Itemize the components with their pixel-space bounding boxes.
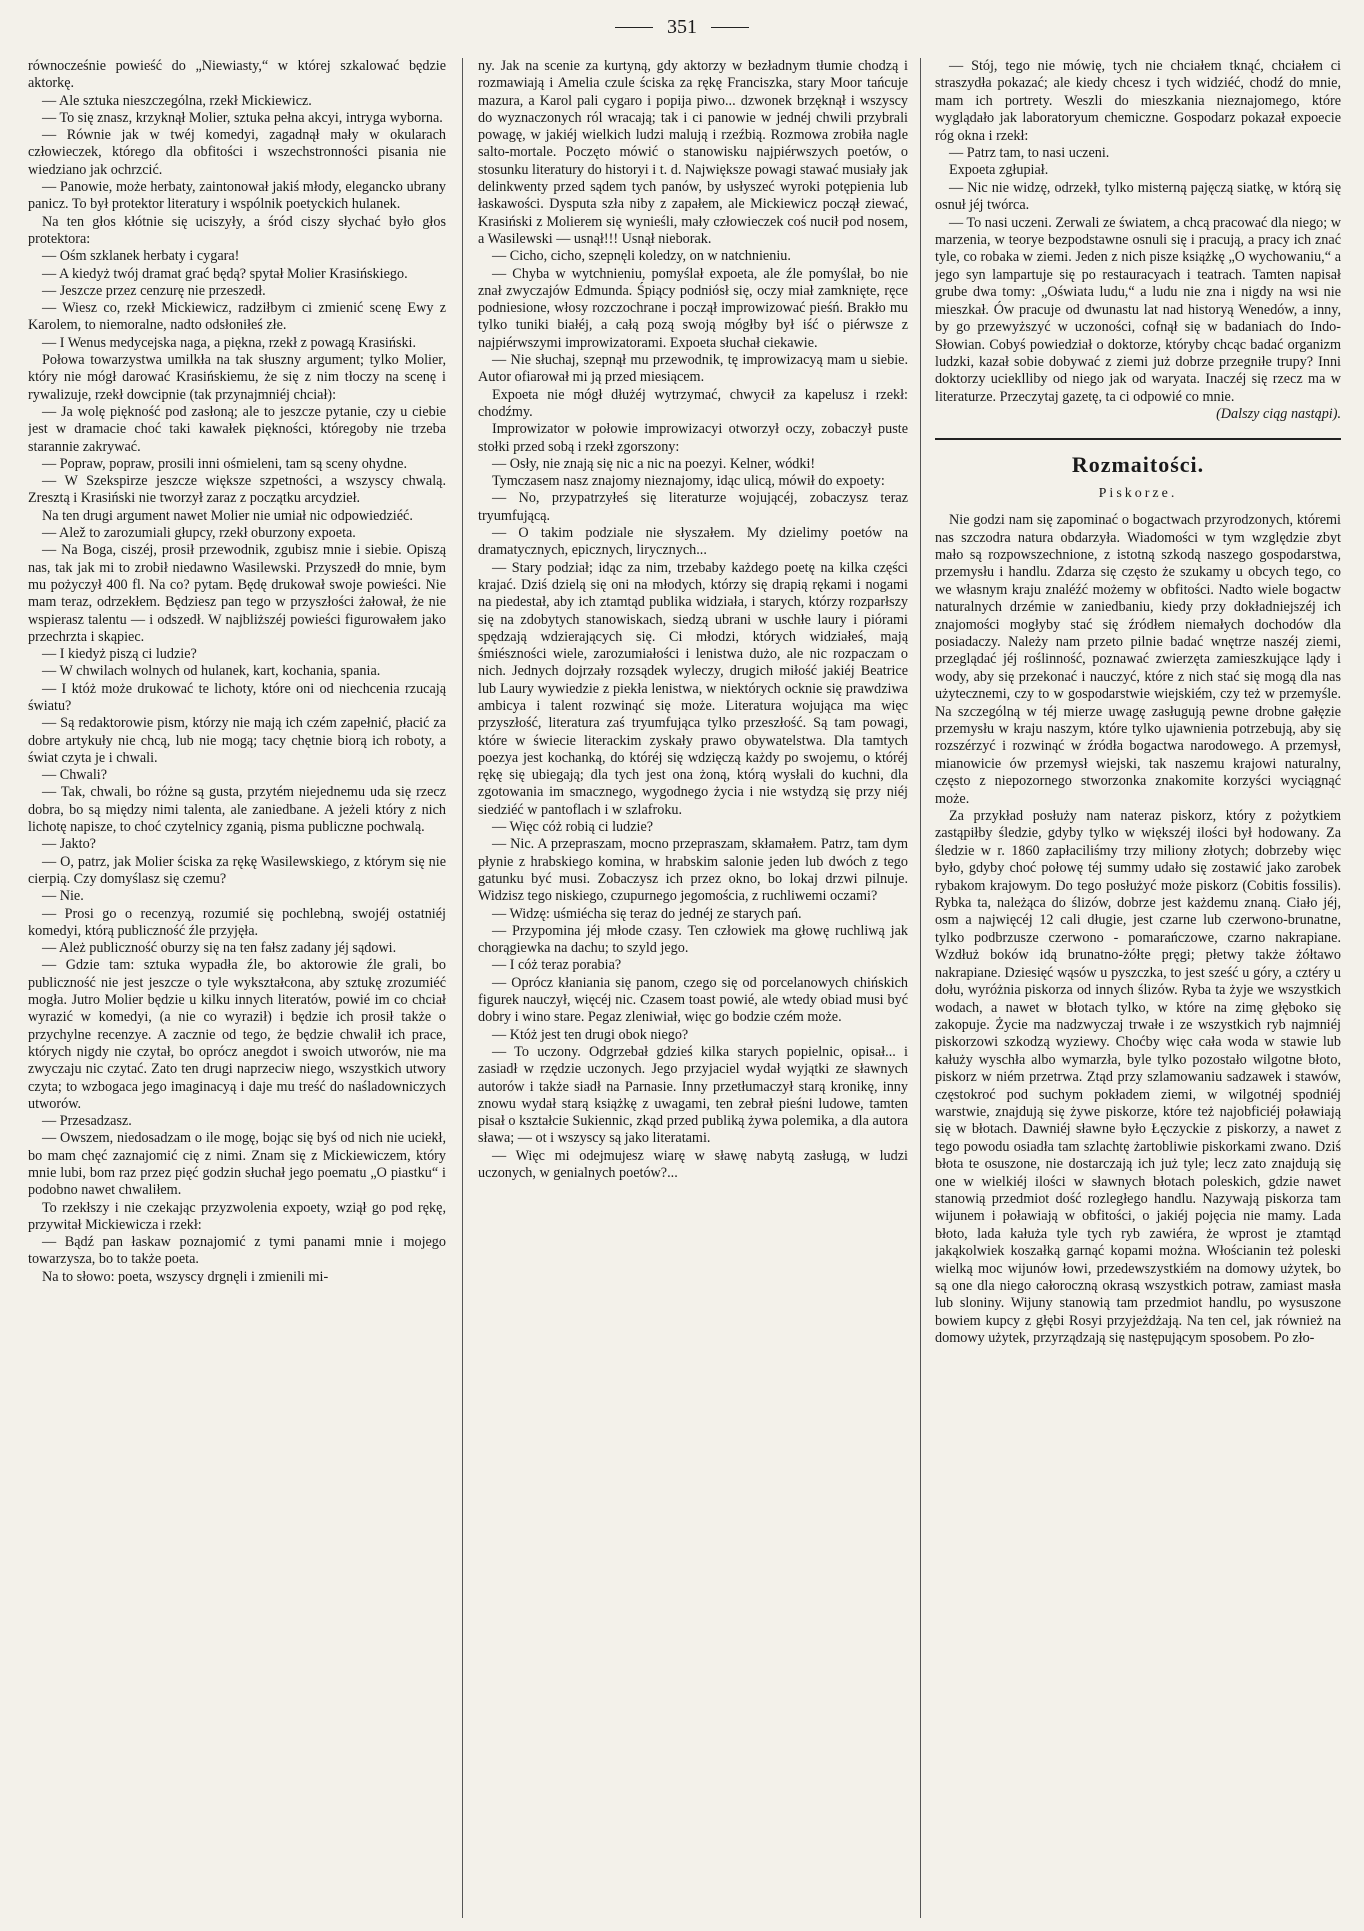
article-subtitle: Piskorze. [1098, 485, 1178, 501]
paragraph: — Cicho, cicho, szepnęli koledzy, on w natchnieniu. [492, 248, 791, 265]
paragraph: — Ależ publiczność oburzy się na ten fałsz zadany jéj sądowi. [42, 940, 397, 957]
paragraph: — Chwali? [42, 767, 108, 784]
paragraph: — Nic. A przepraszam, mocno przepraszam, skłamałem. Patrz, tam dym płynie z hrabskiego komina, w hrabskim salonie jeden lub dwóch z tego gatunku być musi. Zobaczysz ich przez okno, bo lokaj drzwi pilnuje. Widzisz tego niskiego, czupurnego jegomościa, z ruchliwemi oczami? [478, 836, 908, 905]
paragraph: — Więc cóż robią ci ludzie? [492, 819, 654, 836]
paragraph: — Nie słuchaj, szepnął mu przewodnik, tę improwizacyą mam u siebie. Autor ofiarował mi ją przed miesiącem. [478, 352, 908, 386]
paragraph: — Są redaktorowie pism, którzy nie mają ich czém zapełnić, płacić za dobre artykuły nie chcą, lub nie mogą; tacy chętnie biorą ich roboty, a świat czyta je i chwali. [28, 715, 446, 766]
column-3-article [935, 512, 1341, 1348]
column-divider-1 [462, 58, 463, 1918]
paragraph: To rzekłszy i nie czekając przyzwolenia expoety, wziął go pod rękę, przywitał Mickiewicza i rzekł: [28, 1199, 446, 1233]
paragraph: — W chwilach wolnych od hulanek, kart, kochania, spania. [42, 663, 381, 680]
column-3 [935, 58, 1341, 1918]
paragraph: Na to słowo: poeta, wszyscy drgnęli i zmienili mi- [42, 1268, 329, 1285]
paragraph: — Więc mi odejmujesz wiarę w sławę nabytą zasługą, w ludzi uczonych, w genialnych poetów?... [478, 1147, 908, 1181]
paragraph: — I kiedyż piszą ci ludzie? [42, 646, 197, 663]
paragraph: — Przypomina jéj młode czasy. Ten człowiek ma głowę ruchliwą jak chorągiewka na dachu; to szyld jego. [478, 922, 908, 957]
paragraph: Improwizator w połowie improwizacyi otworzył oczy, zobaczył puste stołki przed sobą i rzekł zgorszony: [478, 421, 908, 455]
paragraph: — Widzę: uśmiécha się teraz do jednéj ze starych pań. [492, 905, 802, 922]
paragraph: — To się znasz, krzyknął Molier, sztuka pełna akcyi, intryga wyborna. [42, 109, 443, 126]
paragraph: — O, patrz, jak Molier ściska za rękę Wasilewskiego, z którym się nie cierpią. Czy domyślasz się czemu? [28, 853, 446, 887]
paragraph: — Jakto? [42, 836, 96, 853]
paragraph: — Patrz tam, to nasi uczeni. [949, 145, 1110, 162]
continuation-note: (Dalszy ciąg nastąpi). [1216, 406, 1341, 423]
section-title: Rozmaitości. [1071, 451, 1205, 477]
paragraph: — Nic nie widzę, odrzekł, tylko misterną pajęczą siatkę, w którą się osnuł jéj twórca. [935, 179, 1341, 214]
paragraph: — Tak, chwali, bo różne są gusta, przytém niejednemu uda się rzecz dobra, bo są między nimi talenta, ale zaniedbane. A jeżeli który z nich lichotę napisze, to choć czytelnicy zganią, pisma publiczne pochwalą. [28, 784, 446, 836]
paragraph: Tymczasem nasz znajomy nieznajomy, idąc ulicą, mówił do expoety: [492, 473, 885, 490]
paragraph: — Na Boga, ciszéj, prosił przewodnik, zgubisz mnie i siebie. Opiszą nas, tak jak mi to zrobił niedawno Wasilewski. Przyszedł do mnie, bym mu pożyczył 400 fl. Na co? pytam. Będę drukował swoje powieści. Nie mam teraz, odrzekłem. Będziesz pan tego w przyszłości żałował, że nie wspierasz talentu — i odszedł. W najbliższéj powieści figurowałem jako przechrzta i skąpiec. [28, 542, 446, 645]
paragraph: — Jeszcze przez cenzurę nie przeszedł. [42, 282, 266, 299]
paragraph: — I któż może drukować te lichoty, które oni od niechcenia rzucają światu? [28, 680, 446, 714]
paragraph: — Równie jak w twéj komedyi, zagadnął mały w okularach człowieczek, którego dla obfitości i wszechstronności pisania nie wiedziano jak ochrzcić. [28, 127, 446, 178]
paragraph: Expoeta nie mógł dłużéj wytrzymać, chwycił za kapelusz i rzekł: chodźmy. [478, 386, 908, 420]
page-number: 351 [667, 15, 697, 38]
paragraph: — Któż jest ten drugi obok niego? [492, 1026, 689, 1043]
page-header [0, 14, 1364, 40]
paragraph: — Gdzie tam: sztuka wypadła źle, bo aktorowie źle grali, bo publiczność nie jest jeszcze o tyle wykształcona, aby sztukę zrozumiéć mogła. Jutro Molier będzie u kilku innych literatów, powié im co chciał wyrazić w komedyi, (a nie co wyraził) i będzie ich prosił także o przychylne recenzye. A zacznie od tego, że będzie chwalił ich prace, których nigdy nie czytał, bo oprócz anegdot i swoich utworów, nie ma zwyczaju nic czytać. Zato ten drugi naprzeciw niego, wszystkich utwory czyta; to wzbogaca jego imaginacyą i daje mu treść do naśladowniczych utworów. [28, 957, 446, 1112]
column-2 [478, 58, 908, 1918]
paragraph: — Oprócz kłaniania się panom, czego się od porcelanowych chińskich figurek nauczył, więcéj nic. Czasem toast powié, ale wtedy obiad musi być dobry i wino stare. Pegaz zleniwiał, więc go bodzie czém może. [478, 974, 908, 1026]
paragraph: — Alež to zarozumiali głupcy, rzekł oburzony expoeta. [42, 525, 356, 542]
paragraph: — Ja wolę piękność pod zasłoną; ale to jeszcze pytanie, czy u ciebie jest w dramacie choć taki kawałek piękności, któregoby nie trzeba starannie zakrywać. [28, 403, 446, 455]
paragraph: — No, przypatrzyłeś się literaturze wojującéj, zobaczysz teraz tryumfującą. [478, 490, 908, 524]
paragraph: — To nasi uczeni. Zerwali ze światem, a chcą pracować dla niego; w marzenia, w teorye bezpodstawne osnuli się i pracują, a pracy ich znać tyle, co robaka w ziemi. Jeden z nich pisze książkę „O wychowaniu,“ a jego syn lampartuje się po restauracyach i teatrach. Tamten napisał grube dwa tomy: „Oświata ludu,“ a ludu nie zna i nigdy na wsi nie mieszkał. Ów pracuje od dwunastu lat nad historyą Wenedów, a inny, by go przewyższyć w uczoności, cofnął się w badaniach do Indo-Słowian. Cobyś powiedział o doktorze, któryby chcąc badać organizm ludzki, kazał sobie dobywać z ziemi już dobrze przegniłe trupy? Inni doktorzy ucieklliby od niego jak od waryata. Inaczéj się rzecz ma w literaturze. Przeczytaj gazetę, ta ci odpowié co mnie. [935, 214, 1341, 405]
paragraph: Na ten drugi argument nawet Molier nie umiał nic odpowiedziéć. [42, 507, 413, 524]
paragraph: — Stary podział; idąc za nim, trzebaby każdego poetę na kilka części krajać. Dziś dzielą się oni na młodych, którzy się drapią rękami i nogami na piedestał, aby ich ztamtąd publika widziała, i starych, którzy rozparłszy się na zdobytych stanowiskach, siedzą ubrani w uschłe laury i piórami spędzają wdzierających się. Ci młodzi, których widziałeś, mają śmiészności wiele, zarozumiałości i lenistwa dużo, ale nic rozpaczam o nich. Jednych dojrzały rozsądek wyleczy, drugich miłość jakiéj Beatrice lub Laury wywiedzie z piekła lenistwa, w niektórych ocknie się prawdziwa ambicya i talent rozwinąć się może. Literatura wojująca ma więc przyszłość, literatura zaś tryumfująca tylko przeszłość. Są tam powagi, które w świecie literackim zyskały prawo obywatelstwa. Dla tamtych poezya jest kochanką, do któréj się wdzięczą każdy po swojemu, o któréj rękę się ubiegają; dla tych jest ona żoną, którą wysłali do kuchni, dla zgotowania im smacznego, wygodnego życia i nie wstydzą się przy niéj siedziéć w pantoflach i w szlafroku. [478, 559, 908, 818]
paragraph: ny. Jak na scenie za kurtyną, gdy aktorzy w bezładnym tłumie chodzą i rozmawiają i Amelia czule ściska za rękę Franciszka, stary Moor tańcuje mazura, a Karol pali cygaro i popija piwo... dzwonek brzęknął i wszyscy do wyznaczonych ról wracają; tak i ci panowie w jednéj chwili przybrali powagę, w jakiéj wielkich ludzi malują i rzeźbią. Rozmowa zrobiła nagle salto-mortale. Poczęto mówić o stanowisku najpiérwszych poetów, o stosunku literatury do historyi i t. d. Największe powagi stawać musiały jak delinkwenty przed sądem tych panów, by usłyszeć wyroki potępienia lub łaskawości. Dysputa szła niby z zapałem, ale Mickiewicz począł ziewać, Krasiński z Molierem się wynieśli, mały człowieczek coś nucił pod nosem, a Wasilewski — usnął!!! Usnął nieborak. [478, 58, 908, 247]
header-rule-left [615, 27, 653, 28]
paragraph: Na ten głos kłótnie się uciszyły, a śród ciszy słychać było głos protektora: [28, 213, 446, 247]
paragraph: — A kiedyż twój dramat grać będą? spytał Molier Krasińskiego. [42, 265, 408, 282]
paragraph: — Osły, nie znają się nic a nic na poezyi. Kelner, wódki! [492, 455, 816, 472]
paragraph: — Stój, tego nie mówię, tych nie chciałem tknąć, chciałem ci straszydła pokazać; ale kiedy chcesz i tych widziéć, chodź do mnie, mam ich portrety. Weszli do mieszkania nieznajomego, które wyglądało jak laboratoryum chemiczne. Gospodarz pokazał expoecie róg okna i rzekł: [935, 58, 1341, 144]
paragraph: — Panowie, może herbaty, zaintonował jakiś młody, elegancko ubrany panicz. To był protektor literatury i wspólnik poetyckich hulanek. [28, 179, 446, 213]
paragraph: — Ośm szklanek herbaty i cygara! [42, 248, 240, 265]
paragraph: — Prosi go o recenzyą, rozumié się pochlebną, swojéj ostatniéj komedyi, którą publiczność źle przyjęła. [28, 905, 446, 939]
paragraph: — Owszem, niedosadzam o ile mogę, bojąc się byś od nich nie uciekł, bo mam chęć zaznajomić cię z nimi. Znam się z Mickiewiczem, który mnie lubi, bom raz przez pięć godzin słuchał jego poematu „O piastku“ i podobno nawet chwaliłem. [28, 1130, 446, 1199]
section-separator [935, 438, 1341, 440]
column-1 [28, 58, 446, 1918]
paragraph: Za przykład posłuży nam nateraz piskorz, który z pożytkiem zastąpiłby śledzie, gdyby tylko w większéj ilości był hodowany. Za śledzie w r. 1860 zapłaciliśmy trzy miliony złotych; dobrzeby więc było, gdyby choć połowę téj summy udało się zostawić jako zarobek rybakom krajowym. Do tego posłużyć może piskorz (Cobitis fossilis). Rybka ta, należąca do ślizów, dobrze jest każdemu znaną. Ciało jéj, osm a najwięcéj 12 cali długie, jest czarne lub czerwono-brunatne, tylko podbrzusze czerwono - pomarańczowe, czarno nakrapiane. Wzdłuż boków idą brunatno-żółte pręgi; płetwy także żółtawo nakrapiane. Dziesięć wąsów u pyszczka, to jest sześć u góry, a cztéry u dołu, wyróżnia piskorza od innych ślizów. Ryba ta żyje we wszystkich wodach, a nawet w błotach tylko, w które na zimę głęboko się zakopuje. Życie ma nadzwyczaj trwałe i ze wszystkich ryb najmniéj piskorzowi szkodzą wyziewy. Choćby więc cała woda w stawie lub kałuży wyschła albo wymarzła, byle tylko pozostało wilgotne błoto, piskorz w niém przetrwa. Ztąd przy szlamowaniu sadzawek i stawów, częstokroć pod suchym pokładem ziemi, w wilgotnéj spodniéj warstwie, znajdują się żywe piskorze, które też najobficiéj poławiają się w błotach. Dawniéj sławne było Łęczyckie z piskorzy, a nawet z tego powodu osiadła tam szlachtę żartobliwie piskorkami zwano. Dziś błota te osuszone, nie dostarczają ich już tyle; lecz zato znajdują się one w wielkiéj ilości w sławnych błotach poleskich, gdzie nawet stanowią przedmiot dość rozległego handlu. Nazywają piskorza tam wijunem i poławiają w obfitości, o jakiéj pojęcia nie mamy. Lada błoto, lada kałuża tyle tych ryb zawiéra, że wprost je ztamtąd jakąkolwiek koszałką garnąć kopami można. Włościanin też poleski wielką moc wijunów łowi, przedewszystkiém na domowy użytek, bo są one dla niego całoroczną okrasą wszystkich potraw, zamiast masła lub sloniny. Wijuny stanowią tam przedmiot handlu, po wysuszone bowiem kupcy z głębi Rosyi przyjeżdżają. Na ten cel, jak również na domowy użytek, przyrządzają się następującym sposobem. Po zło- [935, 808, 1341, 1347]
paragraph: Połowa towarzystwa umilkła na tak słuszny argument; tylko Molier, który nie mógł darować Krasińskiemu, że się z nim tłoczy na scenę i rywalizuje, rzekł dowcipnie (tak przynajmniéj chciał): [28, 352, 446, 403]
paragraph: Nie godzi nam się zapominać o bogactwach przyrodzonych, któremi nas szczodra natura obdarzyła. Wiadomości w tym względzie zbyt mało są rozpowszechnione, z istotną szkodą naszego gospodarstwa, przemysłu i handlu. Zdarza się często że szukamy u obcych tego, co we własnym kraju znaléźć możemy w obfitości. Nadto wiele bogactw naturalnych drzémie w zaniedbaniu, kiedy przy dokładniejszéj ich znajomości mogłyby stać się źródłem niemałych dochodów dla posiadaczy. Należy nam przeto pilnie badać wnętrze naszéj ziemi, przeglądać jéj roślinność, poznawać zwierzęta zamieszkujące lądy i wody, aby się przekonać i nauczyć, które z nich stać się mogą dla nas użytecznemi, czy to w gospodarstwie wiejskiém, czy też w przemyśle. Na szczególną w téj mierze uwagę zasługują pewne drobne gałęzie przemysłu w kraju naszym, które tylko ujawnienia potrzebują, aby się rozszérzyć i rozwinąć w źródła bogactwa narodowego. A przemysł, mianowicie ów przemysł wiejski, tak naszemu krajowi naturalny, często z niepozornego stworzonka znakomite korzyści wyciągnąć może. [935, 512, 1341, 807]
paragraph: — O takim podziale nie słyszałem. My dzielimy poetów na dramatycznych, epicznych, lirycznych... [478, 525, 908, 559]
paragraph: — Przesadzasz. [42, 1113, 132, 1130]
column-3-continued-story [935, 58, 1341, 406]
paragraph: — Bądź pan łaskaw poznajomić z tymi panami mnie i mojego towarzysza, bo to także poeta. [28, 1234, 446, 1268]
paragraph: — To uczony. Odgrzebał gdzieś kilka starych popielnic, opisał... i zasiadł w rzędzie uczonych. Jego przyjaciel wydał wyjątki ze sławnych autorów i także siadł na Parnasie. Inny przetłumaczył starą kronikę, inny znowu wydał starą książkę z uwagami, ten zebrał pieśni ludowe, tamten pisał o kształcie Sukiennic, zkąd przed publiką żywa polemika, a dla autora sława; — ot i wszyscy są jako literatami. [478, 1043, 908, 1147]
paragraph: — Chyba w wytchnieniu, pomyślał expoeta, ale źle pomyślał, bo nie znał zwyczajów Edmunda. Śpiący podniósł się, oczy miał zamknięte, ręce podniesione, włosy rozczochrane i począł improwizować pieśń. Brakło mu tylko tuniki białéj, a całą pozą swoją mógłby był iść o piérwsze z najpiérwszymi improwizatorami. Expoeta słuchał ciekawie. [478, 265, 908, 351]
column-divider-2 [920, 58, 921, 1918]
paragraph: — W Szekspirze jeszcze większe szpetności, a wszyscy chwalą. Zresztą i Krasiński nie tworzył zaraz z początku arcydzieł. [28, 473, 446, 507]
paragraph: Expoeta zgłupiał. [949, 162, 1049, 179]
paragraph: — I cóż teraz porabia? [492, 957, 622, 974]
paragraph: — Popraw, popraw, prosili inni ośmieleni, tam są sceny ohydne. [42, 455, 408, 472]
paragraph: — Wiesz co, rzekł Mickiewicz, radziłbym ci zmienić scenę Ewy z Karolem, to niemoralne, nadto odsłoniłeś złe. [28, 300, 446, 334]
paragraph: równocześnie powieść do „Niewiasty,“ w której szkalować będzie aktorkę. [28, 58, 446, 92]
header-rule-right [711, 27, 749, 28]
paragraph: — I Wenus medycejska naga, a piękna, rzekł z powagą Krasiński. [42, 334, 417, 351]
paragraph: — Ale sztuka nieszczególna, rzekł Mickiewicz. [42, 92, 312, 109]
paragraph: — Nie. [42, 888, 84, 905]
